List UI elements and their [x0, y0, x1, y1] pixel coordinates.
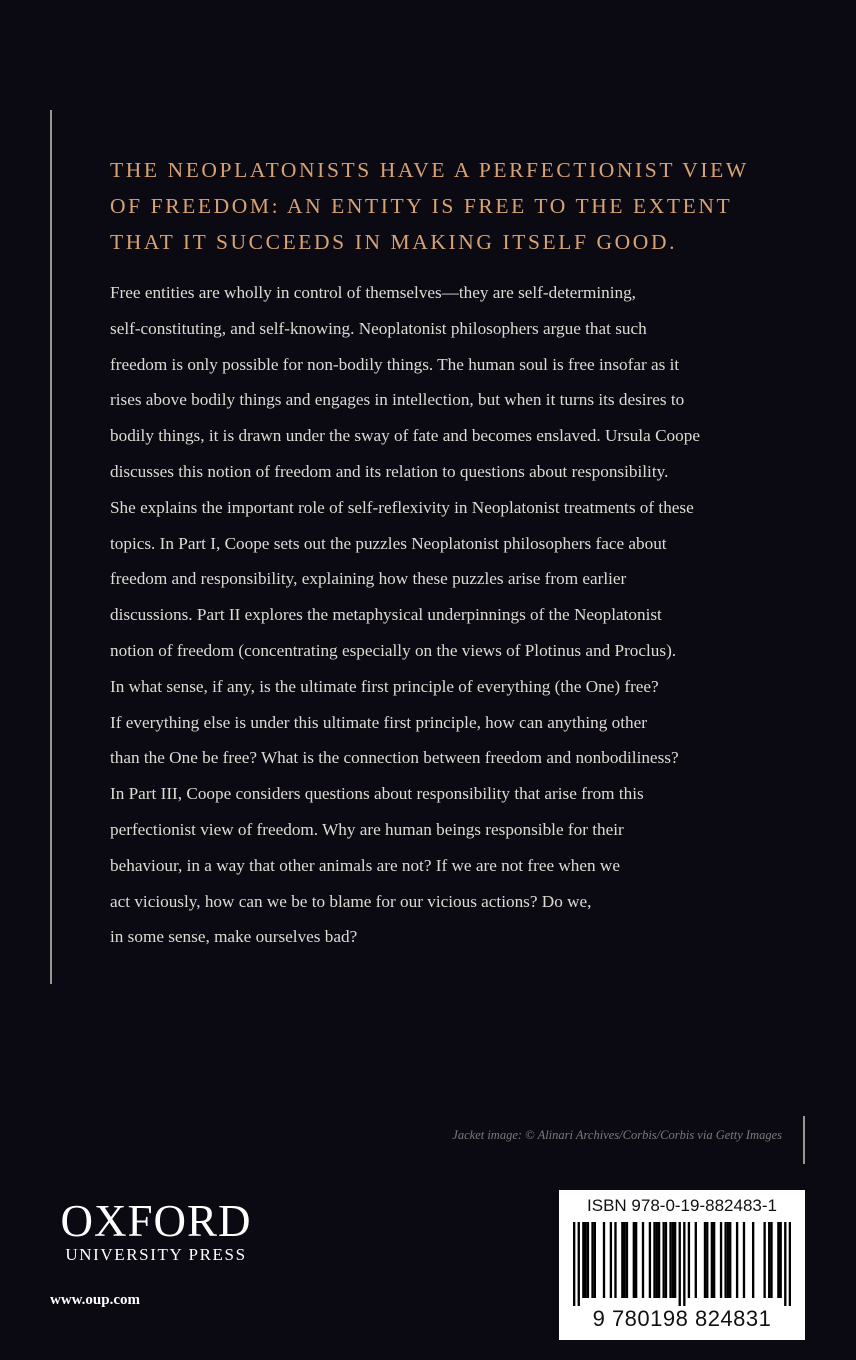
barcode-bar — [584, 1222, 586, 1298]
blurb-line: If everything else is under this ultimate first principle, how can anything other — [110, 712, 647, 732]
right-vertical-rule — [803, 1116, 805, 1164]
barcode-bar — [635, 1222, 637, 1298]
barcode-bar — [672, 1222, 674, 1298]
barcode-bar — [713, 1222, 715, 1298]
isbn-barcode — [559, 1190, 805, 1340]
barcode-bar — [642, 1222, 644, 1298]
blurb-line: act viciously, how can we be to blame for our vicious actions? Do we, — [110, 891, 592, 911]
barcode-bar — [621, 1222, 623, 1298]
blurb-line: discusses this notion of freedom and its relation to questions about responsibility. — [110, 461, 669, 481]
jacket-image-credit: Jacket image: © Alinari Archives/Corbis/Corbis via Getty Images — [452, 1128, 782, 1142]
headline-line-1: THE NEOPLATONISTS HAVE A PERFECTIONIST VIEW — [110, 158, 749, 182]
blurb-line: Free entities are wholly in control of themselves—they are self-determining, — [110, 283, 636, 302]
barcode-bar — [704, 1222, 706, 1298]
barcode-bar — [695, 1222, 697, 1298]
barcode-bar — [674, 1222, 676, 1298]
blurb-line: notion of freedom (concentrating especially on the views of Plotinus and Proclus). — [110, 640, 677, 660]
publisher-website: www.oup.com — [50, 1292, 141, 1308]
blurb-line: freedom and responsibility, explaining how these puzzles arise from earlier — [110, 569, 627, 589]
barcode-bar — [711, 1222, 713, 1298]
barcode-bar — [623, 1222, 625, 1298]
blurb-line: rises above bodily things and engages in intellection, but when it turns its desires to — [110, 390, 685, 410]
barcode-bar — [587, 1222, 589, 1298]
blurb-line: freedom is only possible for non-bodily things. The human soul is free insofar as it — [110, 354, 680, 374]
barcode-bar — [582, 1222, 584, 1298]
barcode-bar — [729, 1222, 731, 1298]
barcode-bars — [573, 1222, 791, 1306]
headline-line-3: THAT IT SUCCEEDS IN MAKING ITSELF GOOD. — [110, 230, 678, 254]
barcode-bar — [649, 1222, 651, 1298]
barcode-bar — [658, 1222, 660, 1298]
barcode-bar — [724, 1222, 726, 1298]
barcode-bar — [614, 1222, 616, 1298]
barcode-bar — [780, 1222, 782, 1298]
barcode-bar — [665, 1222, 667, 1298]
barcode-bar — [777, 1222, 779, 1298]
barcode-bar — [573, 1222, 575, 1306]
blurb-line: bodily things, it is drawn under the sway of fate and becomes enslaved. Ursula Coope — [110, 426, 700, 446]
barcode-bar — [743, 1222, 745, 1298]
barcode-digits: 9 780198 824831 — [592, 1306, 772, 1331]
barcode-bar — [789, 1222, 791, 1306]
isbn-label: ISBN 978-0-19-882483-1 — [587, 1196, 777, 1215]
barcode-bar — [662, 1222, 664, 1298]
blurb-line: in some sense, make ourselves bad? — [110, 927, 358, 947]
barcode-bar — [656, 1222, 658, 1298]
blurb-line: She explains the important role of self-reflexivity in Neoplatonist treatments of these — [110, 497, 694, 517]
barcode-bar — [653, 1222, 655, 1298]
headline — [110, 152, 810, 260]
barcode-bar — [752, 1222, 754, 1298]
barcode-bar — [770, 1222, 772, 1298]
blurb-line: discussions. Part II explores the metaphysical underpinnings of the Neoplatonist — [110, 605, 662, 625]
barcode-bar — [679, 1222, 681, 1306]
barcode-bar — [603, 1222, 605, 1298]
barcode-bar — [683, 1222, 685, 1306]
headline-line-2: OF FREEDOM: AN ENTITY IS FREE TO THE EXTENT — [110, 194, 733, 218]
blurb-line: topics. In Part I, Coope sets out the puzzles Neoplatonist philosophers face about — [110, 533, 667, 553]
barcode-bar — [736, 1222, 738, 1298]
blurb-paragraph — [110, 275, 810, 955]
barcode-bar — [578, 1222, 580, 1306]
blurb-line: than the One be free? What is the connection between freedom and nonbodiliness? — [110, 748, 679, 768]
barcode-bar — [610, 1222, 612, 1298]
barcode-bar — [591, 1222, 593, 1298]
barcode-bar — [763, 1222, 765, 1298]
barcode-bar — [768, 1222, 770, 1298]
barcode-bar — [626, 1222, 628, 1298]
barcode-bar — [669, 1222, 671, 1298]
blurb-line: In Part III, Coope considers questions about responsibility that arise from this — [110, 784, 644, 804]
barcode-bar — [720, 1222, 722, 1298]
barcode-bar — [727, 1222, 729, 1298]
publisher-logo-subtitle: UNIVERSITY PRESS — [65, 1245, 247, 1264]
barcode-bar — [633, 1222, 635, 1298]
barcode-bar — [688, 1222, 690, 1298]
barcode-bar — [784, 1222, 786, 1306]
barcode-bar — [706, 1222, 708, 1298]
blurb-line: behaviour, in a way that other animals are not? If we are not free when we — [110, 855, 620, 875]
publisher-logo-name: OXFORD — [60, 1196, 252, 1246]
blurb-line: perfectionist view of freedom. Why are human beings responsible for their — [110, 819, 624, 839]
blurb-line: self-constituting, and self-knowing. Neoplatonist philosophers argue that such — [110, 318, 647, 338]
blurb-line: In what sense, if any, is the ultimate first principle of everything (the One) free? — [110, 676, 659, 696]
barcode-bar — [594, 1222, 596, 1298]
left-vertical-rule — [50, 110, 52, 984]
